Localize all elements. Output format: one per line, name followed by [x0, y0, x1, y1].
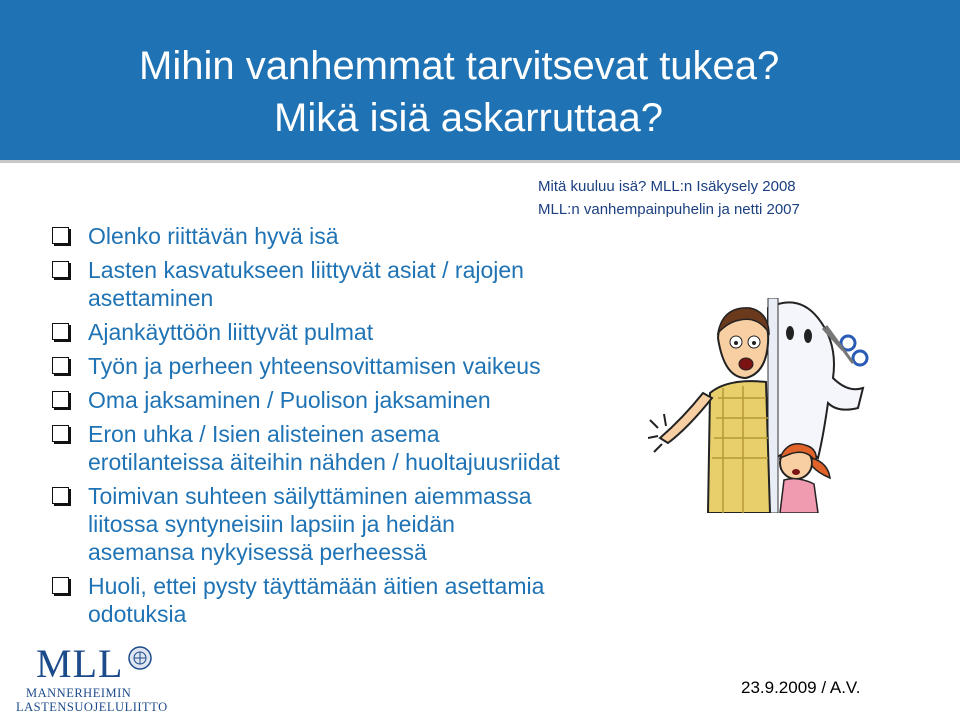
bullet-item	[48, 572, 658, 628]
bullet-text-line: liitossa syntyneisiin lapsiin ja heidän	[88, 511, 455, 537]
checkbox-bullet-icon	[52, 425, 69, 442]
logo-mark: MLL	[36, 641, 124, 686]
bullet-item	[48, 352, 658, 380]
slide-title-line2: Mikä isiä askarruttaa?	[274, 96, 664, 140]
bullet-item	[48, 420, 658, 476]
checkbox-bullet-icon	[52, 357, 69, 374]
bullet-text-line: asemansa nykyisessä perheessä	[88, 539, 427, 565]
bullet-item	[48, 318, 658, 346]
checkbox-bullet-icon	[52, 261, 69, 278]
bullet-text-line: Olenko riittävän hyvä isä	[88, 223, 339, 249]
bullet-text-line: Huoli, ettei pysty täyttämään äitien asettamia	[88, 573, 545, 599]
mll-seal-icon	[128, 646, 152, 670]
bullet-text-line: Lasten kasvatukseen liittyvät asiat / rajojen	[88, 257, 524, 283]
cartoon-illustration	[648, 298, 870, 513]
checkbox-bullet-icon	[52, 323, 69, 340]
bullet-text-line: asettaminen	[88, 285, 214, 311]
bullet-text-line: Eron uhka / Isien alisteinen asema	[88, 421, 440, 447]
bullet-text-line: odotuksia	[88, 601, 187, 627]
bullet-text-line: Oma jaksaminen / Puolison jaksaminen	[88, 387, 491, 413]
logo-line-2: LASTENSUOJELULIITTO	[16, 700, 168, 714]
source-line-1: Mitä kuuluu isä? MLL:n Isäkysely 2008	[538, 178, 796, 195]
bullet-text-line: Ajankäyttöön liittyvät pulmat	[88, 319, 374, 345]
bullet-item	[48, 386, 658, 414]
checkbox-bullet-icon	[52, 391, 69, 408]
bullet-item	[48, 482, 658, 566]
footer-date: 23.9.2009 / A.V.	[741, 678, 861, 697]
checkbox-bullet-icon	[52, 227, 69, 244]
bullet-item	[48, 222, 658, 250]
bullet-item	[48, 256, 658, 312]
bullet-text-line: Toimivan suhteen säilyttäminen aiemmassa	[88, 483, 532, 509]
checkbox-bullet-icon	[52, 487, 69, 504]
logo-line-1: MANNERHEIMIN	[26, 686, 132, 700]
slide-title-line1: Mihin vanhemmat tarvitsevat tukea?	[139, 44, 780, 88]
bullet-text-line: erotilanteissa äiteihin nähden / huoltajuusriidat	[88, 449, 560, 475]
bullet-text-line: Työn ja perheen yhteensovittamisen vaikeus	[88, 353, 541, 379]
title-banner	[0, 0, 960, 163]
checkbox-bullet-icon	[52, 577, 69, 594]
mll-logo	[14, 641, 168, 720]
bullet-list	[48, 222, 658, 634]
source-line-2: MLL:n vanhempainpuhelin ja netti 2007	[538, 201, 800, 218]
